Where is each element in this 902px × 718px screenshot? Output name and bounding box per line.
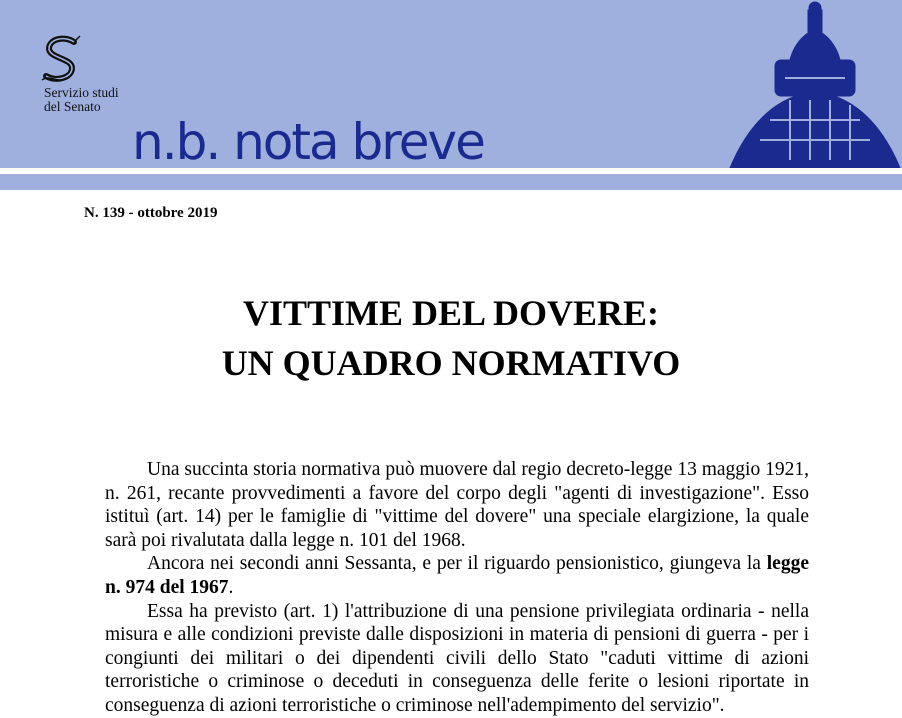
paragraph-1: Una succinta storia normativa può muovere dal regio decreto-legge 13 maggio 1921, n. 261, recante provvedimenti a favore del corpo degli "agenti di investigazione". Esso istituì (art. 14) per le famiglie di "vittime del dovere" una speciale elargizione, la quale sarà poi rivalutata dalla legge n. 101 del 1968. [105, 459, 809, 551]
title-line-1: VITTIME DEL DOVERE: [242, 293, 660, 333]
paragraph-2 [105, 552, 809, 599]
palazzo-madama-dome-icon [720, 0, 902, 168]
document-body [105, 458, 809, 718]
org-line-1: Servizio studi [44, 85, 119, 100]
organization-name [44, 86, 119, 114]
paragraph-2-end: . [228, 576, 234, 598]
law-reference: legge n. 974 del 1967 [105, 553, 809, 598]
header-stripe [0, 174, 902, 190]
title-line-2: UN QUADRO NORMATIVO [221, 343, 681, 383]
org-line-2: del Senato [44, 99, 101, 114]
document-title [0, 288, 902, 388]
senate-s-logo-icon [36, 34, 88, 86]
paragraph-3: Essa ha previsto (art. 1) l'attribuzione di una pensione privilegiata ordinaria - nella misura e alle condizioni previste dalle disposizioni in materia di pensioni di guerra - per i congiunti dei militari o dei dipendenti civili dello Stato "caduti vittime di azioni terroristiche o criminose o deceduti in conseguenza delle ferite o lesioni riportate in conseguenza di azioni terroristiche o criminose nell'adempimento del servizio". [105, 600, 809, 716]
paragraph-2-text: Ancora nei secondi anni Sessanta, e per il riguardo pensionistico, giungeva la [147, 553, 767, 575]
issue-number: N. 139 - ottobre 2019 [84, 205, 218, 221]
masthead-title: n.b. nota breve [132, 113, 484, 171]
